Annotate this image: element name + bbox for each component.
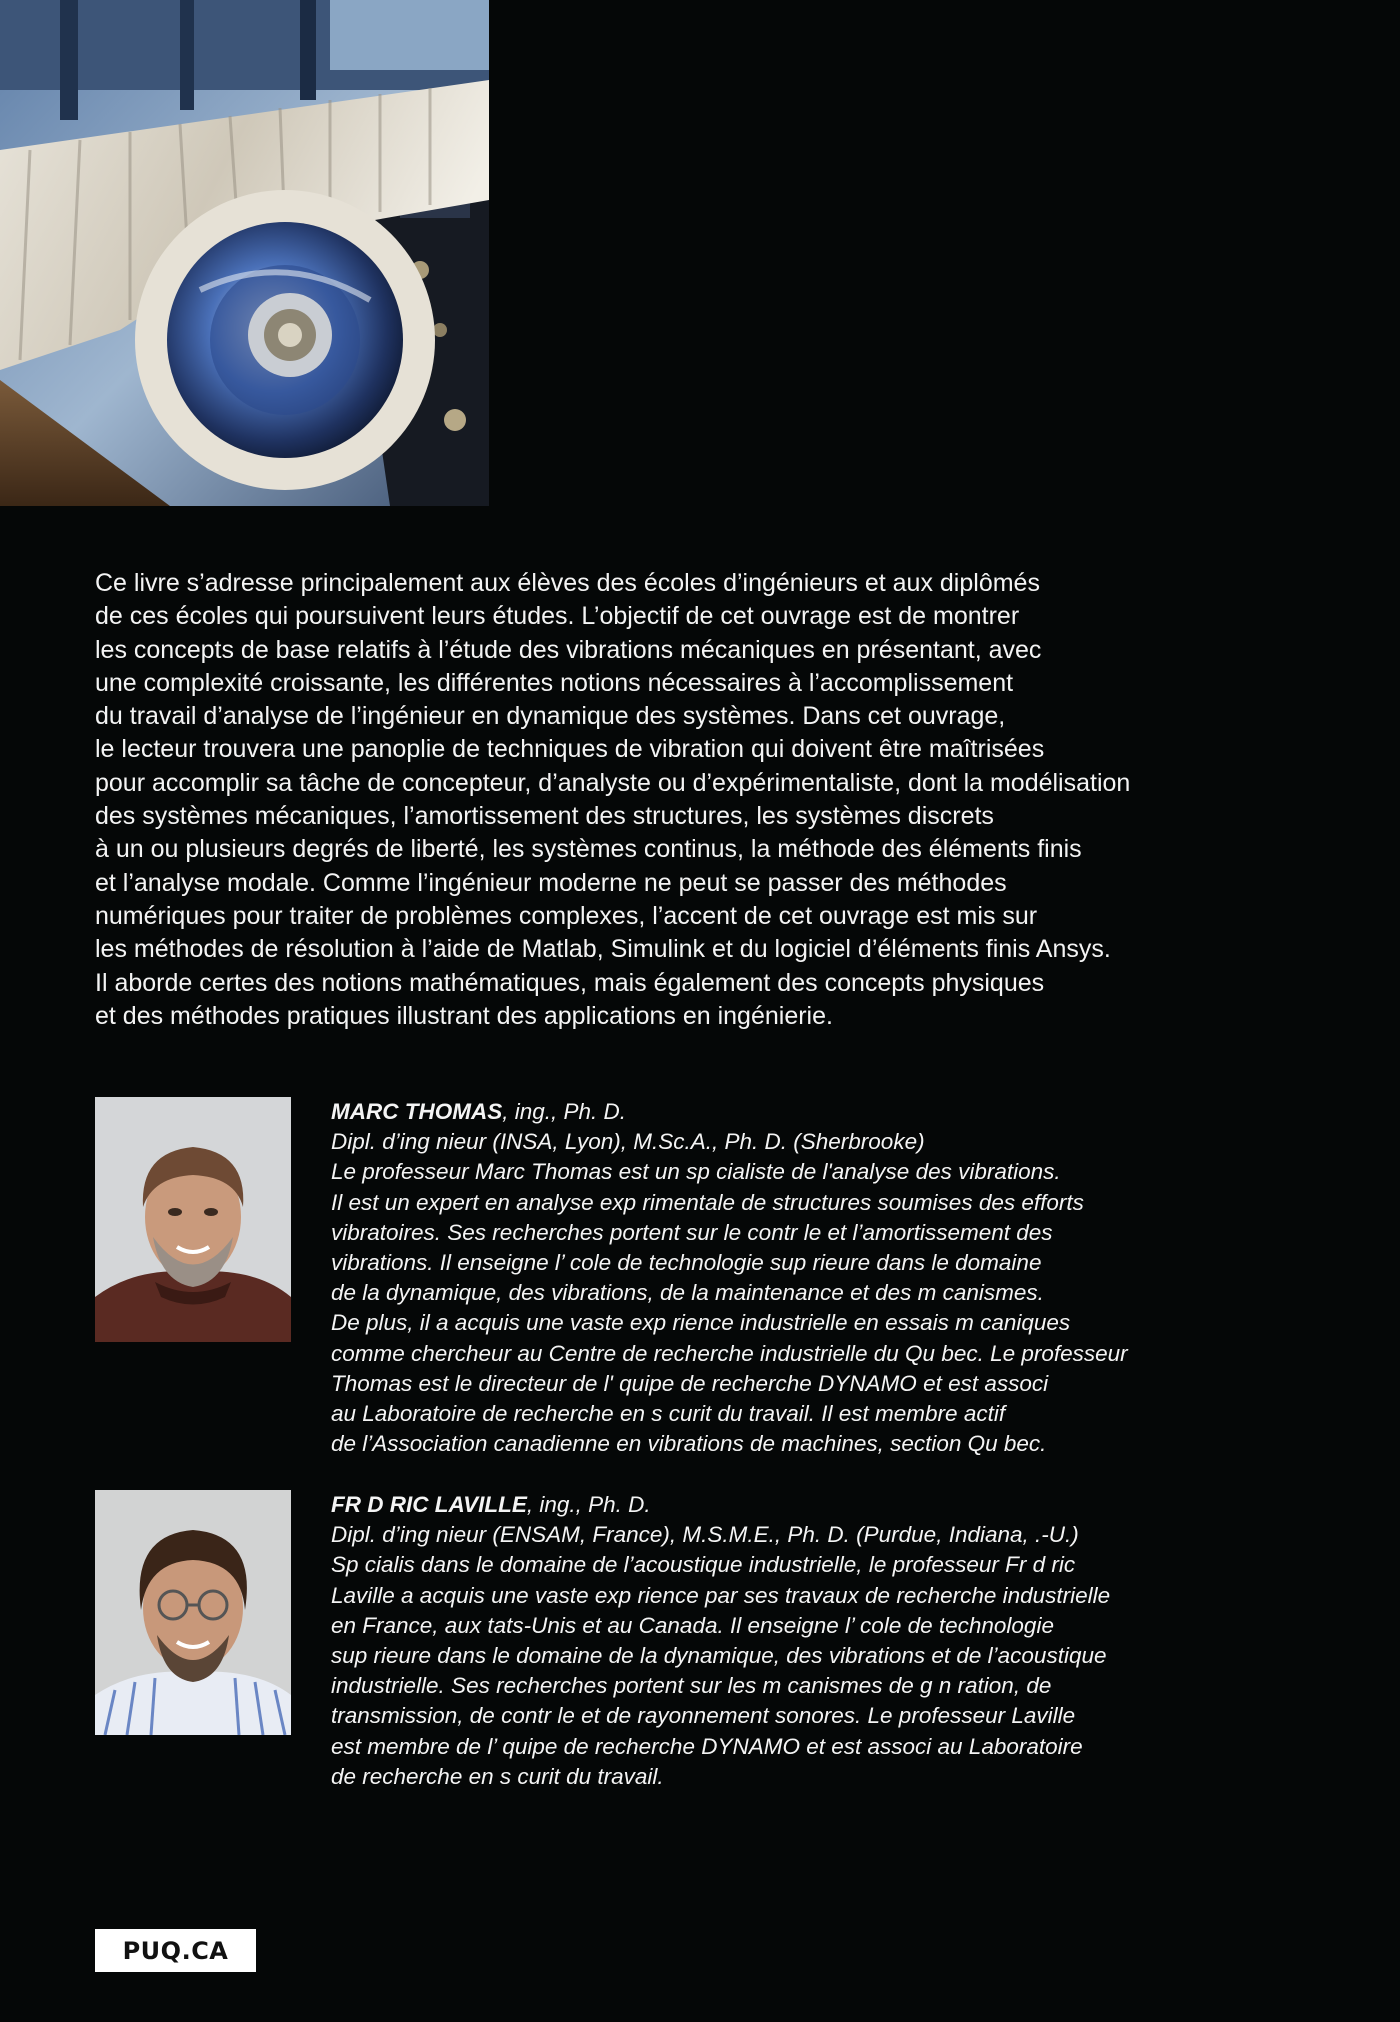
- summary-line: et l’analyse modale. Comme l’ingénieur moderne ne peut se passer des méthodes: [95, 868, 1007, 897]
- bio-line: Dipl. d’ing nieur (INSA, Lyon), M.Sc.A., Ph. D. (Sherbrooke): [331, 1129, 925, 1155]
- bio-line: Il est un expert en analyse exp rimentale de structures soumises des efforts: [331, 1189, 1084, 1215]
- bio-line: Le professeur Marc Thomas est un sp cialiste de l'analyse des vibrations.: [331, 1159, 1061, 1185]
- publisher-logo: PUQ.CA: [95, 1929, 256, 1972]
- bio-line: Sp cialis dans le domaine de l’acoustique industrielle, le professeur Fr d ric: [331, 1552, 1076, 1578]
- bio-line: au Laboratoire de recherche en s curit du travail. Il est membre actif: [331, 1401, 1006, 1427]
- summary-line: Ce livre s’adresse principalement aux élèves des écoles d’ingénieurs et aux diplômés: [95, 569, 1040, 597]
- summary-line: Il aborde certes des notions mathématiques, mais également des concepts physiques: [95, 968, 1045, 997]
- bio-line: vibratoires. Ses recherches portent sur le contr le et l’amortissement des: [331, 1219, 1053, 1245]
- summary-line: le lecteur trouvera une panoplie de techniques de vibration qui doivent être maîtrisées: [95, 735, 1045, 764]
- summary-line: des systèmes mécaniques, l’amortissement des structures, les systèmes discrets: [95, 802, 994, 831]
- summary-line: et des méthodes pratiques illustrant des applications en ingénierie.: [95, 1001, 833, 1030]
- bio-line: est membre de l’ quipe de recherche DYNAMO et est associ au Laboratoire: [331, 1733, 1083, 1759]
- bio-line: De plus, il a acquis une vaste exp rience industrielle en essais m caniques: [331, 1310, 1071, 1336]
- book-summary: [95, 567, 1355, 1033]
- author-name: MARC THOMAS: [331, 1099, 503, 1124]
- author-credentials: , ing., Ph. D.: [526, 1492, 651, 1517]
- summary-line: du travail d’analyse de l’ingénieur en dynamique des systèmes. Dans cet ouvrage,: [95, 702, 1006, 731]
- cover-photo-pulley: [0, 0, 489, 506]
- bio-line: en France, aux tats-Unis et au Canada. Il enseigne l’ cole de technologie: [331, 1612, 1054, 1638]
- summary-line: pour accomplir sa tâche de concepteur, d’analyste ou d’expérimentaliste, dont la modélisation: [95, 768, 1131, 797]
- bio-line: vibrations. Il enseigne l’ cole de technologie sup rieure dans le domaine: [331, 1250, 1042, 1276]
- bio-line: comme chercheur au Centre de recherche industrielle du Qu bec. Le professeur: [331, 1340, 1128, 1366]
- bio-line: sup rieure dans le domaine de la dynamique, des vibrations et de l’acoustique: [331, 1643, 1107, 1669]
- author-portrait: [95, 1490, 291, 1735]
- summary-line: les concepts de base relatifs à l’étude des vibrations mécaniques en présentant, avec: [95, 635, 1042, 664]
- summary-line: numériques pour traiter de problèmes complexes, l’accent de cet ouvrage est mis sur: [95, 901, 1038, 930]
- author-name: FR D RIC LAVILLE: [331, 1492, 527, 1517]
- bio-line: transmission, de contr le et de rayonnement sonores. Le professeur Laville: [331, 1703, 1076, 1729]
- summary-line: de ces écoles qui poursuivent leurs études. L’objectif de cet ouvrage est de montrer: [95, 602, 1020, 631]
- author-credentials: , ing., Ph. D.: [502, 1099, 627, 1124]
- author-bio: [331, 1097, 1355, 1459]
- summary-line: à un ou plusieurs degrés de liberté, les systèmes continus, la méthode des éléments finis: [95, 835, 1082, 864]
- bio-line: Laville a acquis une vaste exp rience par ses travaux de recherche industrielle: [331, 1582, 1111, 1608]
- bio-line: de la dynamique, des vibrations, de la maintenance et des m canismes.: [331, 1280, 1044, 1306]
- author-bio: [331, 1490, 1355, 1792]
- summary-line: les méthodes de résolution à l’aide de Matlab, Simulink et du logiciel d’éléments finis Ansys.: [95, 935, 1111, 964]
- bio-line: industrielle. Ses recherches portent sur les m canismes de g n ration, de: [331, 1673, 1052, 1699]
- bio-line: de recherche en s curit du travail.: [331, 1763, 664, 1789]
- author-portrait: [95, 1097, 291, 1342]
- bio-line: de l’Association canadienne en vibrations de machines, section Qu bec.: [331, 1431, 1047, 1457]
- bio-line: Thomas est le directeur de l' quipe de recherche DYNAMO et est associ: [331, 1370, 1049, 1396]
- summary-line: une complexité croissante, les différentes notions nécessaires à l’accomplissement: [95, 668, 1014, 697]
- bio-line: Dipl. d’ing nieur (ENSAM, France), M.S.M.E., Ph. D. (Purdue, Indiana, .-U.): [331, 1522, 1079, 1548]
